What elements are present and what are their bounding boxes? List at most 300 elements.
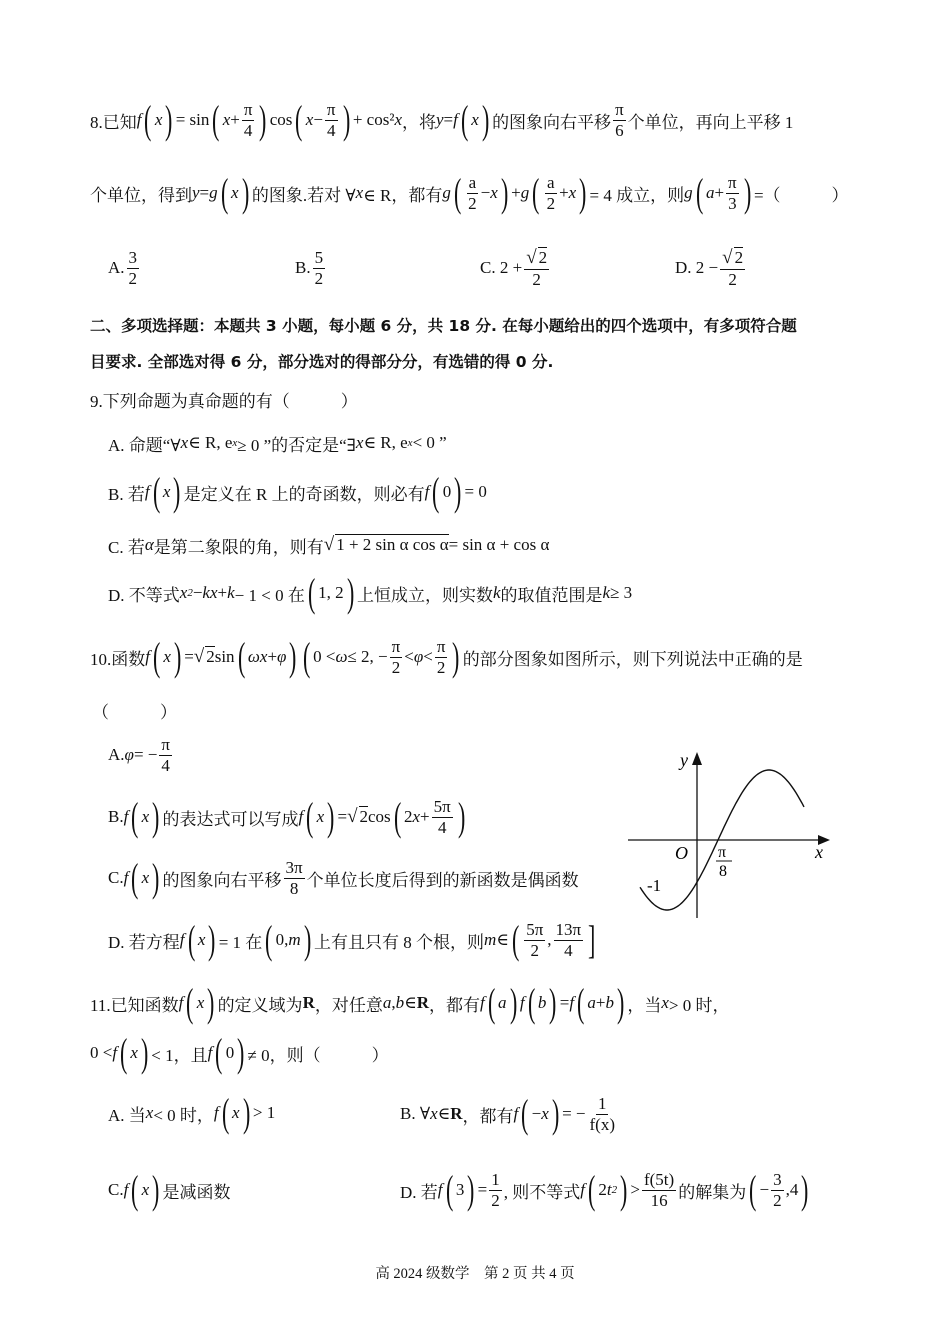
page-footer: 高 2024 级数学 第 2 页 共 4 页 [375, 1266, 575, 1282]
math-variable: g [442, 183, 451, 202]
bracket: ) [327, 794, 335, 839]
fraction [771, 1170, 784, 1210]
text-run: A. [108, 745, 125, 764]
bracket: ) [801, 1167, 809, 1212]
text-run: 0 < [90, 1043, 113, 1062]
text-run: A. [108, 258, 125, 277]
text-run: =（ ） [753, 185, 849, 205]
math-variable: x [154, 110, 163, 129]
fraction-denominator: 2 [728, 269, 737, 289]
math-variable: f [123, 807, 129, 826]
fraction-numerator: π [728, 172, 737, 192]
fraction-denominator: 4 [564, 940, 573, 960]
bracket: ( [265, 917, 273, 962]
text-run: C. [108, 868, 124, 887]
bracket: ) [481, 97, 490, 142]
math-variable: f [580, 1180, 585, 1199]
y-axis-arrow-icon [692, 752, 702, 765]
fraction-denominator: 4 [326, 120, 336, 140]
text-run: 2 [404, 807, 413, 826]
text-run: , 则不等式 [503, 1182, 581, 1202]
text-run: < 0 ” [412, 433, 447, 452]
math-variable: x [196, 993, 205, 1012]
math-variable: x [661, 993, 669, 1012]
fraction-denominator: 2 [530, 940, 539, 960]
text-run: + [267, 647, 278, 666]
bracket: ) [457, 794, 466, 839]
math-variable: x [130, 1043, 138, 1062]
fraction [489, 1170, 502, 1210]
math-variable: x [471, 110, 479, 129]
fraction-numerator: a [468, 172, 477, 192]
math-variable: g [209, 183, 218, 202]
math-variable: x [231, 1103, 240, 1122]
bracket: ) [173, 469, 181, 514]
fraction-numerator: 3 [773, 1169, 782, 1189]
math-variable: x [141, 1180, 150, 1199]
math-variable: f [136, 110, 142, 129]
y-axis-label: y [680, 750, 688, 770]
section-2-heading-line-1: 二、多项选择题：本题共 3 小题，每小题 6 分，共 18 分. 在每小题给出的四个选项中，有多项符合题 [90, 317, 797, 335]
bracket: ) [259, 97, 267, 142]
text-run: > 0 时， [668, 995, 730, 1015]
text-run: = [184, 647, 194, 666]
text-run: < 1，且 [151, 1045, 208, 1065]
bracket: ( [532, 170, 540, 215]
text-run: 的定义域为 [217, 995, 303, 1015]
bracket: ) [551, 1091, 560, 1136]
text-run: sin [214, 647, 235, 666]
bracket: ) [342, 97, 350, 142]
math-variable: α [144, 535, 154, 554]
text-run: + [511, 183, 521, 202]
math-variable: f [213, 1103, 219, 1122]
text-run: ∈ R, e [363, 433, 408, 452]
text-run: 0 [225, 1043, 235, 1062]
bracket: ( [220, 170, 228, 215]
bracket: ( [152, 634, 161, 679]
bracket: ( [511, 917, 520, 962]
bold-symbol: R [450, 1104, 463, 1123]
text-run: D. 若 [400, 1182, 438, 1202]
text-run: B. 若 [108, 484, 145, 504]
math-variable: a [705, 183, 715, 202]
text-run: 9.下列命题为真命题的有（ ） [90, 391, 358, 411]
bracket: ) [616, 980, 625, 1025]
math-variable: x [541, 1104, 549, 1123]
bracket: ( [186, 980, 194, 1025]
radicand: 2 [734, 247, 744, 267]
fraction-denominator: 2 [468, 193, 477, 213]
text-run: + [230, 110, 240, 129]
fraction-numerator: π [243, 99, 253, 119]
radical-icon: √ [193, 646, 205, 667]
text-run: = − [562, 1104, 586, 1123]
math-variable: ωx [247, 647, 268, 666]
text-run: ∈ [496, 930, 509, 949]
superscript: x [232, 437, 238, 449]
bracket: ( [131, 855, 139, 900]
fraction-numerator: π [326, 99, 336, 119]
fraction-denominator: 2 [532, 269, 541, 289]
fraction-denominator: 2 [491, 1190, 500, 1210]
text-run: = − [133, 745, 158, 764]
math-variable: φ [413, 647, 424, 666]
math-variable: f [424, 482, 430, 501]
fraction-numerator: 5π [526, 919, 544, 939]
text-run: C. 若 [108, 537, 145, 557]
text-run: + [559, 183, 569, 202]
bracket: ( [302, 634, 311, 679]
math-variable: f [437, 1180, 443, 1199]
fraction-numerator: a [547, 172, 555, 192]
text-run: 2 [598, 1180, 607, 1199]
radicand: 2 [538, 247, 548, 267]
bracket: ) [173, 634, 182, 679]
bracket: ) [303, 917, 312, 962]
bracket: ) [454, 469, 462, 514]
bracket: ( [521, 1091, 529, 1136]
text-run: 的图象.若对 ∀ [251, 185, 356, 205]
bracket: ) [152, 794, 160, 839]
text-run: 0 < [313, 647, 336, 666]
text-run: = [559, 993, 570, 1012]
math-variable: f [453, 110, 458, 129]
fraction-numerator: 3 [128, 247, 138, 267]
fraction-denominator: 2 [128, 268, 138, 288]
fraction-numerator: π [161, 734, 170, 754]
text-run: 个单位长度后得到的新函数是偶函数 [306, 870, 579, 890]
math-variable: a [382, 993, 392, 1012]
bracket: ( [453, 170, 462, 215]
text-run: 1, 2 [318, 583, 344, 602]
math-variable: b [537, 993, 547, 1012]
bracket: ( [749, 1167, 757, 1212]
zero-label-num: π [718, 844, 727, 861]
text-run: = [477, 1180, 488, 1199]
text-run: ≥ 0 ”的否定是“∃ [237, 435, 356, 455]
text-run: > [630, 1180, 640, 1199]
math-variable: x [305, 110, 314, 129]
question-11-option-d [400, 1160, 812, 1220]
text-run: A. 当 [108, 1105, 146, 1125]
bold-symbol: R [302, 993, 315, 1012]
text-run: B. [295, 258, 311, 277]
math-variable: f [513, 1104, 519, 1123]
math-variable: f [569, 993, 575, 1012]
text-run: + [420, 807, 430, 826]
text-run: 0, [275, 930, 289, 949]
bracket: ( [295, 97, 303, 142]
text-run: = [443, 110, 454, 129]
bracket: ) [237, 1030, 245, 1075]
text-run: B. ∀ [400, 1104, 431, 1123]
bracket: ) [242, 1090, 250, 1135]
bracket: ( [187, 917, 195, 962]
bracket: ) [208, 917, 216, 962]
bracket: ( [487, 980, 496, 1025]
math-variable: m [484, 930, 497, 949]
math-variable: k [602, 583, 611, 602]
bracket: ) [620, 1167, 628, 1212]
fraction-denominator: 4 [243, 120, 253, 140]
text-run: 11.已知函数 [90, 995, 179, 1015]
math-variable: f [112, 1043, 118, 1062]
bracket: ) [165, 97, 173, 142]
fraction-numerator: 1 [491, 1169, 500, 1189]
bracket: ) [152, 1167, 160, 1212]
math-variable: f [479, 993, 485, 1012]
text-run: ,4 [785, 1180, 799, 1199]
text-run: = [337, 807, 348, 826]
math-variable: x [568, 183, 577, 202]
math-variable: x [141, 807, 150, 826]
bracket: ] [588, 917, 596, 962]
bracket: ) [152, 855, 160, 900]
bracket: ) [452, 634, 460, 679]
math-variable: f [123, 868, 129, 887]
bracket: ( [432, 469, 440, 514]
math-variable: x [355, 183, 364, 202]
bracket: ) [346, 570, 355, 615]
text-run: < 0 时， [153, 1105, 214, 1125]
fraction-denominator: 6 [615, 120, 624, 140]
math-variable: x [145, 1103, 154, 1122]
text-run: − [759, 1180, 770, 1199]
bracket: ( [527, 980, 535, 1025]
fraction-numerator: 1 [597, 1093, 607, 1113]
bracket: ) [140, 1030, 149, 1075]
question-11-option-b [400, 1084, 619, 1144]
text-run: = 4 成立，则 [589, 185, 685, 205]
math-variable: f [144, 482, 150, 501]
text-run: 的解集为 [678, 1182, 747, 1202]
text-run: ≥ 3 [610, 583, 633, 602]
math-variable: a [498, 993, 507, 1012]
math-variable: x [222, 110, 231, 129]
bracket: ( [131, 1167, 139, 1212]
text-run: ∈ [404, 993, 417, 1012]
text-run: < [423, 647, 433, 666]
fraction-denominator: 3 [728, 193, 737, 213]
text-run: 的取值范围是 [500, 585, 603, 605]
text-run: C. [108, 1180, 124, 1199]
text-run: ，都有 [428, 995, 480, 1015]
fraction-numerator: π [436, 636, 446, 656]
zero-label-den: 8 [719, 863, 727, 880]
bracket: ( [120, 1030, 128, 1075]
text-run: + [595, 993, 606, 1012]
bracket: ) [241, 170, 249, 215]
text-run: 的部分图象如图所示，则下列说法中正确的是 [462, 649, 803, 669]
fraction-denominator: 2 [391, 657, 401, 677]
fraction [642, 1170, 676, 1210]
text-run: ，都有 [462, 1106, 514, 1126]
bracket: ( [445, 1167, 453, 1212]
math-variable: x [412, 807, 421, 826]
bracket: ( [144, 97, 152, 142]
bracket: ) [289, 634, 297, 679]
math-variable: x [490, 183, 498, 202]
math-variable: x [430, 1104, 438, 1123]
math-variable: k [227, 583, 235, 602]
text-run: cos [368, 807, 391, 826]
neg-one-label: -1 [647, 876, 662, 895]
math-variable: f [179, 930, 185, 949]
math-variable: x [355, 433, 364, 452]
bracket: ) [549, 980, 557, 1025]
text-run: > 1 [252, 1103, 276, 1122]
math-variable: g [684, 183, 693, 202]
text-run: 个单位，得到 [90, 185, 192, 205]
bracket: ( [131, 794, 139, 839]
section-2-heading-line-2: 目要求. 全部选对得 6 分，部分选对的得部分分，有选错的得 0 分. [90, 353, 554, 371]
text-run: 3 [455, 1180, 465, 1199]
text-run: 的表达式可以写成 [162, 809, 299, 829]
text-run: + [714, 183, 725, 202]
radicand: 2 [359, 807, 368, 826]
text-run: D. 不等式 [108, 585, 180, 605]
fraction-denominator: 2 [546, 193, 556, 213]
fraction-numerator: 5 [314, 247, 324, 267]
math-variable: x [230, 183, 239, 202]
math-variable: f [123, 1180, 129, 1199]
fraction-numerator: 13π [555, 919, 582, 939]
bracket: ) [467, 1167, 475, 1212]
radical-icon: √ [347, 806, 358, 827]
text-run: 是定义在 R 上的奇函数，则必有 [183, 484, 425, 504]
bracket: ) [743, 170, 751, 215]
superscript: 2 [611, 1184, 618, 1196]
math-variable: f [298, 807, 304, 826]
bracket: ) [509, 980, 517, 1025]
text-run: < [404, 647, 414, 666]
bracket: ( [221, 1090, 229, 1135]
text-run: ∈ [437, 1104, 451, 1123]
text-run: 上恒成立，则实数 [357, 585, 493, 605]
math-variable: x [197, 930, 206, 949]
text-run: 是第二象限的角，则有 [153, 537, 324, 557]
question-11-stem-line-2 [90, 1023, 389, 1083]
math-variable: f [145, 647, 150, 666]
text-run: ，将 [401, 112, 436, 132]
text-run: D. 若方程 [108, 932, 180, 952]
math-variable: k [493, 583, 501, 602]
math-variable: f [519, 993, 525, 1012]
bracket: ( [460, 97, 469, 142]
math-variable: x [316, 807, 325, 826]
math-variable: x [179, 583, 188, 602]
text-run: − [531, 1104, 542, 1123]
bracket: ( [212, 97, 220, 142]
math-variable: y [192, 183, 200, 202]
math-variable: x [180, 433, 189, 452]
text-run: ∈ R, e [188, 433, 233, 452]
text-run: cos [269, 110, 293, 129]
radical-icon: √ [323, 534, 335, 555]
fraction-denominator: 2 [314, 268, 324, 288]
bracket: ( [152, 469, 160, 514]
math-variable: f [178, 993, 184, 1012]
text-run: = [199, 183, 210, 202]
bracket: ) [579, 170, 587, 215]
fraction-denominator: 4 [437, 817, 447, 837]
text-run: ≠ 0，则（ ） [247, 1045, 389, 1065]
bracket: ( [307, 570, 316, 615]
fraction-denominator: 4 [161, 755, 170, 775]
text-run: + [217, 583, 228, 602]
math-variable: b [605, 993, 614, 1012]
text-run: D. 2 − [675, 258, 719, 277]
superscript: 2 [187, 587, 193, 599]
text-run: 的图象向右平移 [162, 870, 282, 890]
text-run: 8.已知 [90, 112, 137, 132]
bracket: ( [306, 794, 314, 839]
radicand: 1 + 2 sin α cos α [336, 535, 449, 554]
text-run: − 1 < 0 在 [234, 585, 305, 605]
radical-icon: √ [722, 246, 733, 268]
fraction-numerator: f(5t) [643, 1169, 675, 1189]
math-variable: φ [124, 745, 134, 764]
text-run: ∈ R，都有 [363, 185, 443, 205]
x-axis-label: x [815, 842, 823, 862]
text-run: （ ） [92, 702, 177, 722]
bracket: ) [207, 980, 215, 1025]
math-variable: φ [277, 647, 287, 666]
fraction-denominator: 2 [436, 657, 446, 677]
text-run: 上有且只有 8 个根，则 [314, 932, 484, 952]
text-run: = sin [175, 110, 210, 129]
text-run: ，当 [627, 995, 662, 1015]
bracket: ( [215, 1030, 223, 1075]
text-run: 10.函数 [90, 649, 146, 669]
math-variable: ω [335, 647, 348, 666]
fraction [588, 1094, 617, 1134]
text-run: B. [108, 807, 124, 826]
math-variable: x [163, 647, 171, 666]
fraction-numerator: π [615, 99, 624, 119]
text-run: = 0 [464, 482, 487, 501]
radicand: 2 [206, 647, 215, 666]
fraction-numerator: 5π [433, 796, 451, 816]
fraction-numerator: π [391, 636, 401, 656]
question-11-option-c [108, 1160, 231, 1220]
math-variable: x [162, 482, 171, 501]
math-variable: x [394, 110, 402, 129]
bracket: ( [393, 794, 402, 839]
text-run: , [391, 993, 396, 1012]
fraction-denominator: 8 [289, 878, 299, 898]
bracket: ( [695, 170, 703, 215]
text-run: 是减函数 [162, 1182, 231, 1202]
text-run: , [547, 930, 552, 949]
superscript: x [407, 437, 413, 449]
text-run: C. 2 + [480, 258, 523, 277]
bold-symbol: R [416, 993, 429, 1012]
text-run: A. 命题“∀ [108, 435, 181, 455]
text-run: − [480, 183, 491, 202]
bracket: ( [577, 980, 585, 1025]
math-variable: g [520, 183, 530, 202]
text-run: 的图象向右平移 [492, 112, 612, 132]
bracket: ( [237, 634, 245, 679]
math-variable: f [207, 1043, 213, 1062]
math-variable: m [288, 930, 301, 949]
radical-icon: √ [526, 246, 537, 268]
text-run: = 1 在 [218, 932, 263, 952]
math-variable: y [435, 110, 444, 129]
text-run: − [192, 583, 203, 602]
